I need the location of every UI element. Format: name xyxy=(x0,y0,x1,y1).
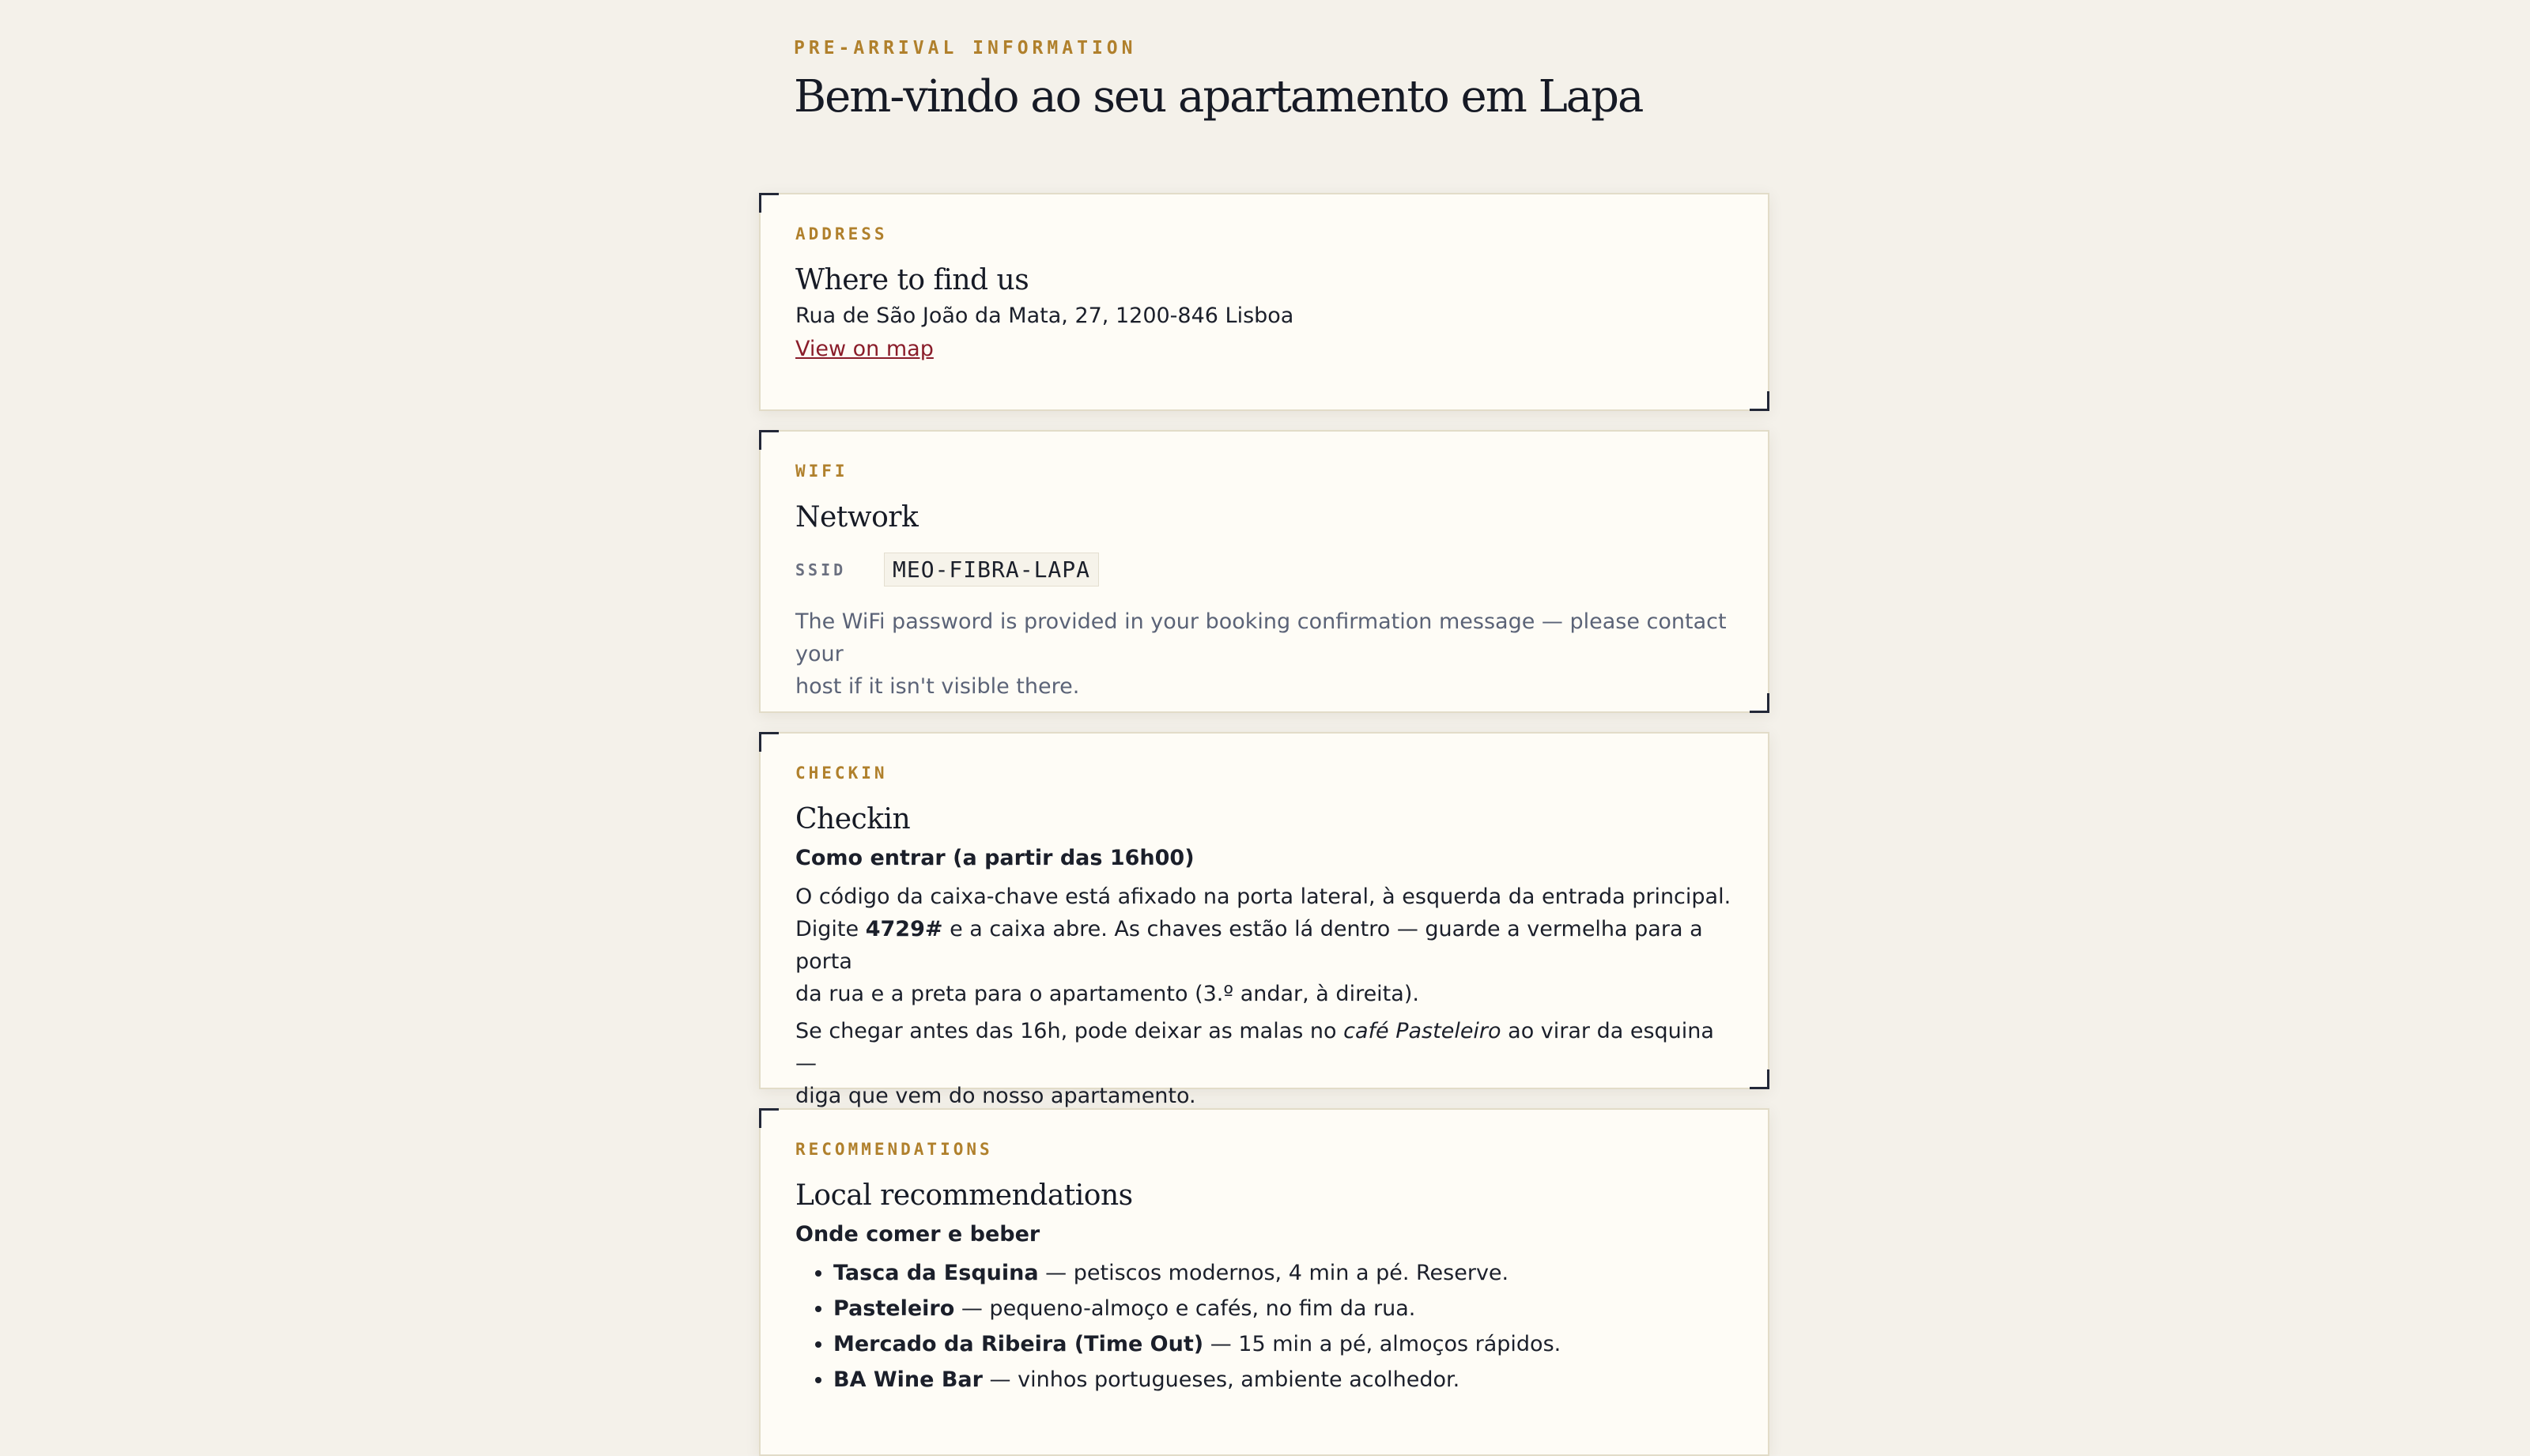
section-label: CHECKIN xyxy=(795,764,888,783)
checkin-line xyxy=(795,1015,1733,1080)
corner-mark xyxy=(1750,391,1769,411)
recommendations-card xyxy=(759,1108,1769,1456)
ssid-row xyxy=(795,553,1733,587)
page-eyebrow: PRE-ARRIVAL INFORMATION xyxy=(794,38,1137,58)
view-on-map-link[interactable]: View on map xyxy=(795,337,934,361)
lockbox-code: 4729# xyxy=(865,917,943,941)
checkin-line xyxy=(795,913,1733,978)
address-card xyxy=(759,193,1769,411)
address-text: Rua de São João da Mata, 27, 1200-846 Lisboa xyxy=(795,304,1294,328)
checkin-line: diga que vem do nosso apartamento. xyxy=(795,1084,1196,1108)
section-label: RECOMMENDATIONS xyxy=(795,1140,993,1159)
place-name: Tasca da Esquina xyxy=(833,1261,1039,1285)
text-span: Digite xyxy=(795,917,866,941)
place-desc: — vinhos portugueses, ambiente acolhedor. xyxy=(982,1367,1460,1392)
section-title: Network xyxy=(795,501,919,534)
place-desc: — pequeno-almoço e cafés, no fim da rua. xyxy=(954,1296,1416,1321)
corner-mark xyxy=(1750,1069,1769,1089)
text-span: e a caixa abre. As chaves estão lá dentro — guarde a vermelha para a porta xyxy=(795,917,1703,974)
text-span: ao virar da esquina — xyxy=(795,1019,1714,1076)
ssid-label: SSID xyxy=(795,560,847,579)
wifi-note-line: The WiFi password is provided in your booking confirmation message — please contact your xyxy=(795,609,1727,666)
place-name: Mercado da Ribeira (Time Out) xyxy=(833,1332,1204,1356)
list-item xyxy=(833,1362,1733,1398)
ssid-value[interactable]: MEO-FIBRA-LAPA xyxy=(884,553,1099,587)
checkin-line: O código da caixa-chave está afixado na porta lateral, à esquerda da entrada principal. xyxy=(795,885,1731,909)
section-label: WIFI xyxy=(795,462,848,481)
recommendations-list xyxy=(795,1255,1733,1398)
list-item xyxy=(833,1326,1733,1362)
section-title: Checkin xyxy=(795,803,911,836)
section-title: Where to find us xyxy=(795,264,1029,296)
wifi-card xyxy=(759,430,1769,713)
text-span: Se chegar antes das 16h, pode deixar as malas no xyxy=(795,1019,1344,1043)
page-container xyxy=(759,0,1773,1392)
checkin-paragraph-1 xyxy=(795,881,1733,1010)
checkin-subtitle: Como entrar (a partir das 16h00) xyxy=(795,846,1195,870)
page-title: Bem-vindo ao seu apartamento em Lapa xyxy=(794,71,1643,123)
corner-mark xyxy=(759,430,779,450)
wifi-password-note xyxy=(795,605,1733,703)
section-label: ADDRESS xyxy=(795,224,888,243)
section-title: Local recommendations xyxy=(795,1179,1133,1212)
corner-mark xyxy=(759,732,779,752)
wifi-note-line: host if it isn't visible there. xyxy=(795,674,1080,699)
cafe-name: café Pasteleiro xyxy=(1343,1019,1501,1043)
checkin-card xyxy=(759,732,1769,1108)
corner-mark xyxy=(759,193,779,213)
checkin-line: da rua e a preta para o apartamento (3.º andar, à direita). xyxy=(795,982,1419,1006)
recommendations-subtitle: Onde comer e beber xyxy=(795,1222,1040,1247)
checkin-paragraph-2 xyxy=(795,1015,1733,1112)
corner-mark xyxy=(1750,693,1769,713)
place-name: BA Wine Bar xyxy=(833,1367,983,1392)
place-desc: — petiscos modernos, 4 min a pé. Reserve. xyxy=(1038,1261,1509,1285)
corner-mark xyxy=(759,1108,779,1128)
list-item xyxy=(833,1255,1733,1291)
place-name: Pasteleiro xyxy=(833,1296,955,1321)
place-desc: — 15 min a pé, almoços rápidos. xyxy=(1203,1332,1561,1356)
list-item xyxy=(833,1291,1733,1326)
